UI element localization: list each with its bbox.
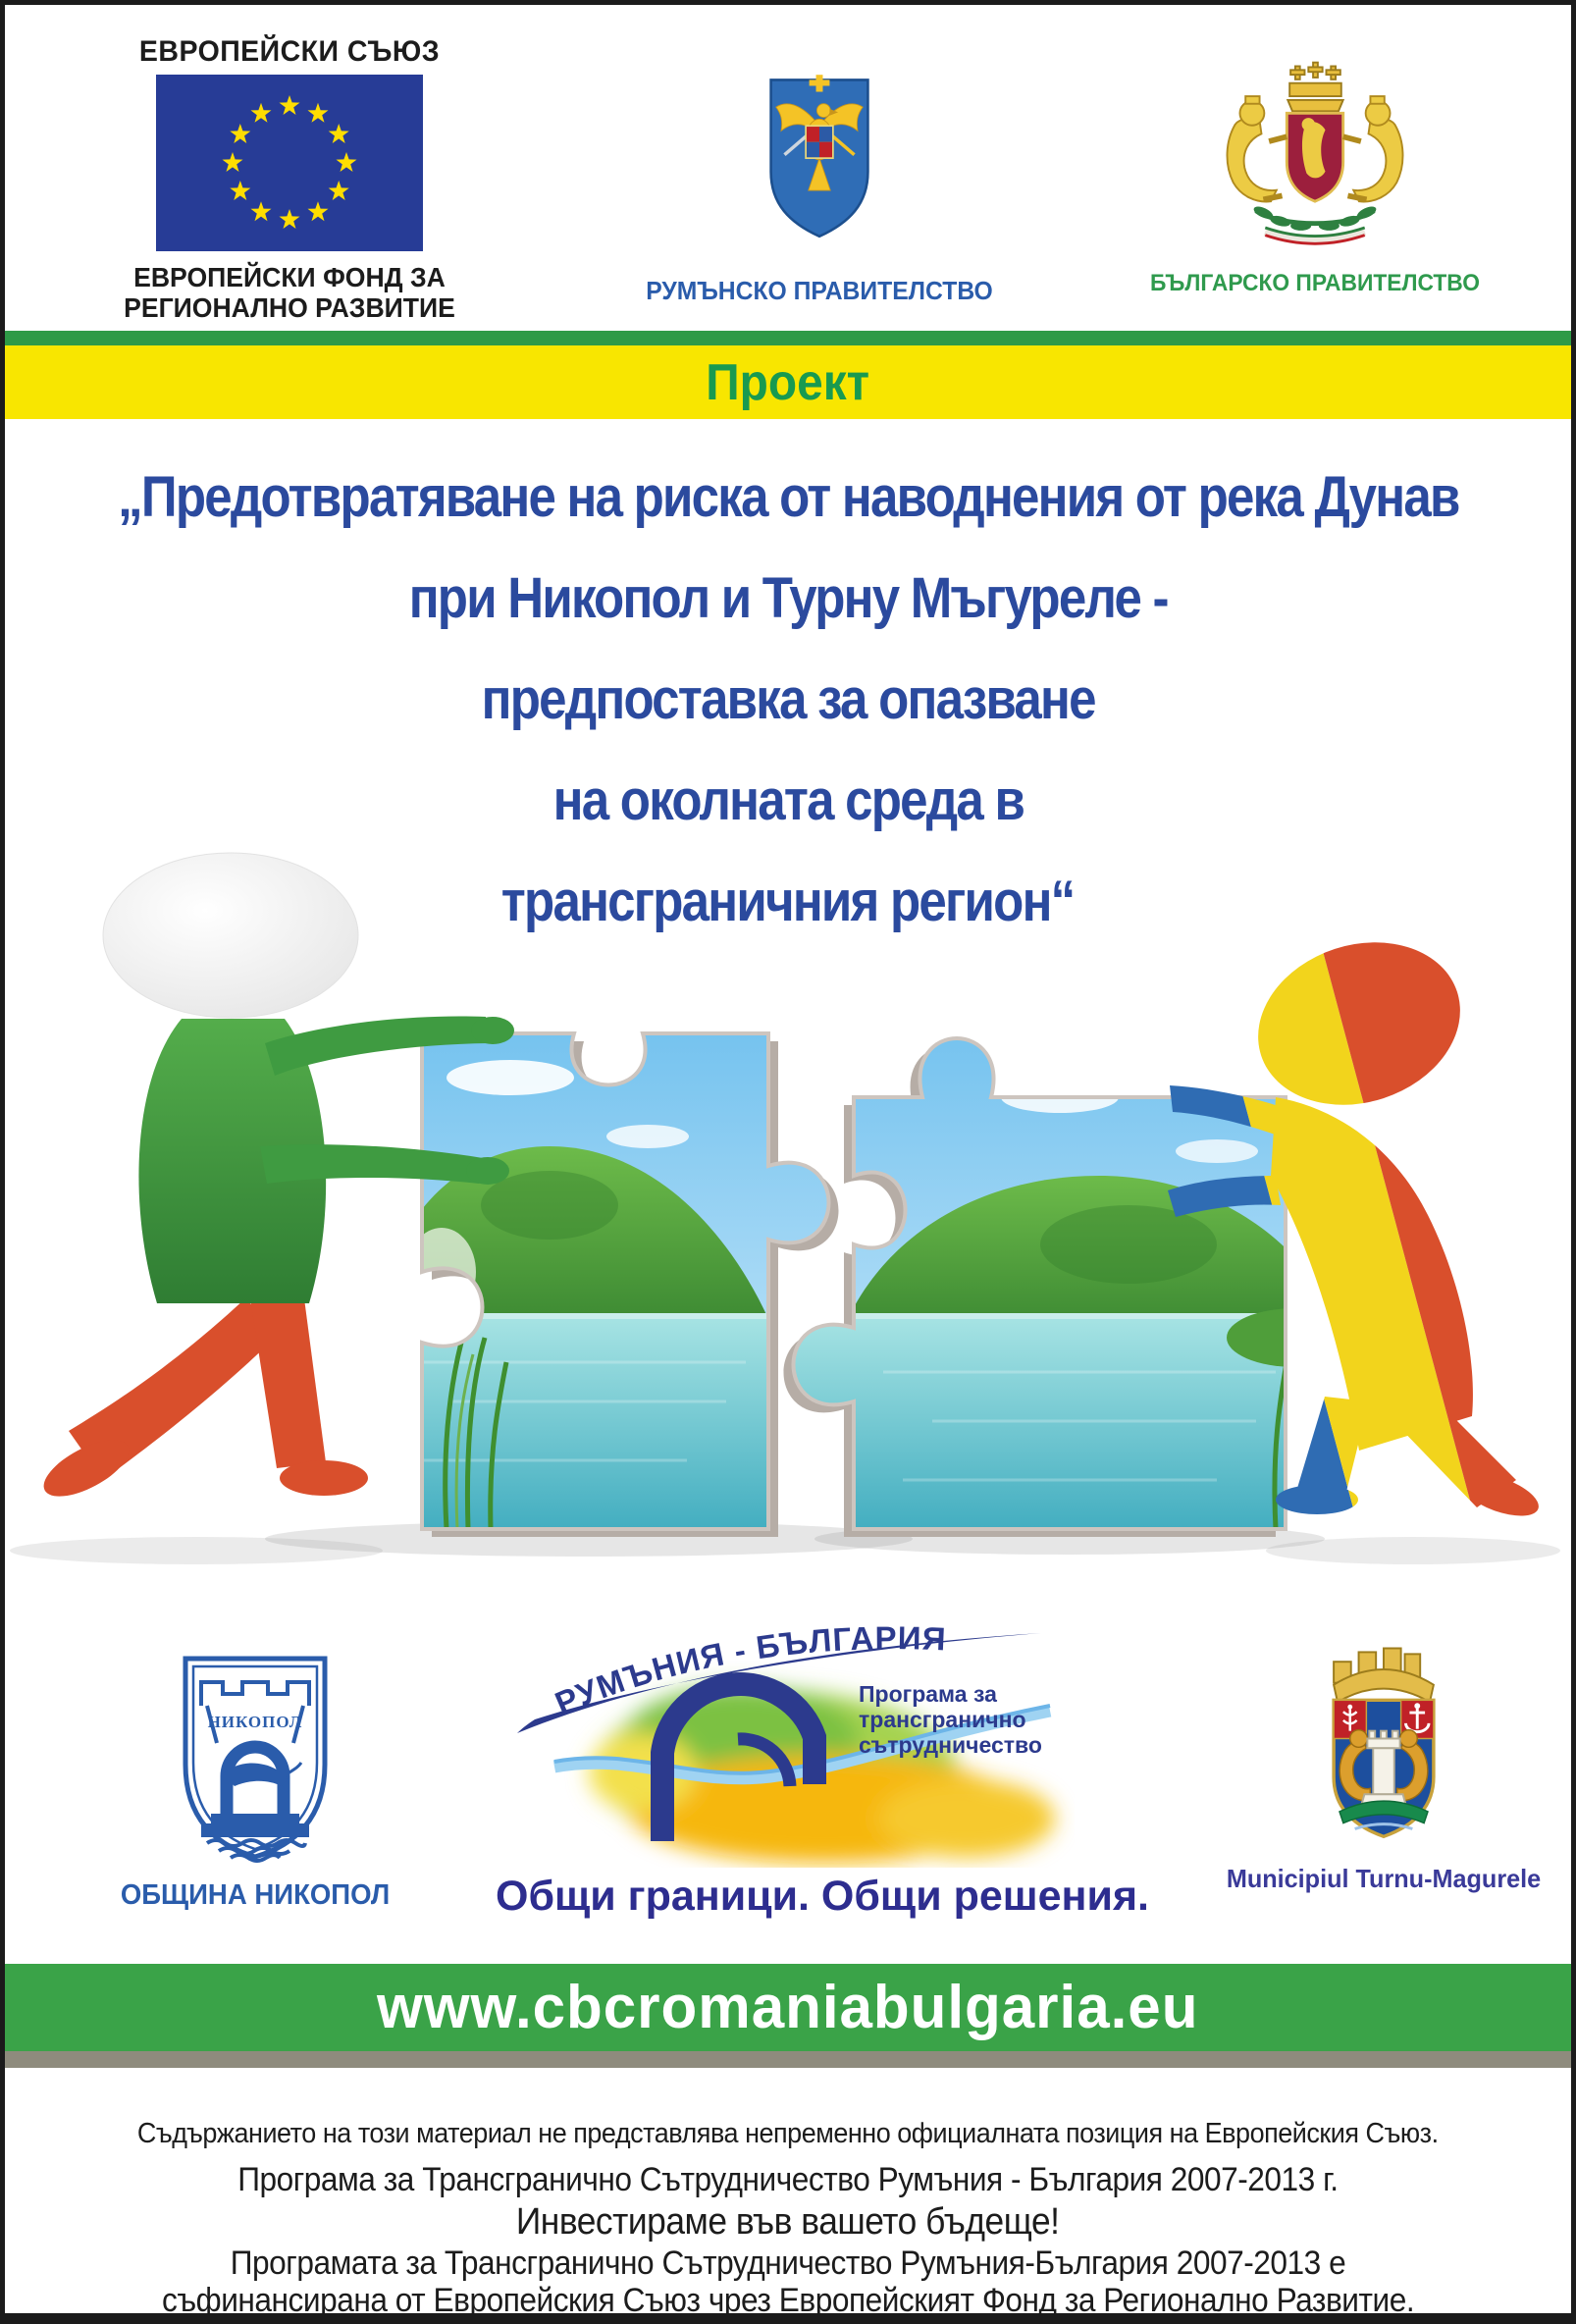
bulgarian-coat-of-arms-icon bbox=[1207, 51, 1423, 253]
program-subtitle-line3: сътрудничество bbox=[859, 1732, 1042, 1758]
footer-disclaimer: Съдържанието на този материал не представлява непременно официалната позиция на Европейския Съюз. bbox=[137, 2118, 1439, 2149]
footer-cofinance-line2: съфинансирана от Европейския Съюз чрез Европейският Фонд за Регионално Развитие. bbox=[161, 2282, 1415, 2320]
cbc-program-logo-block bbox=[496, 1617, 1149, 1921]
romanian-government-block bbox=[633, 63, 1006, 306]
eu-logo-block bbox=[79, 35, 500, 324]
romanian-coat-of-arms-icon bbox=[756, 63, 883, 255]
program-arc-label: РУМЪНИЯ - БЪЛГАРИЯ bbox=[550, 1619, 948, 1722]
title-line-4: на околната среда в bbox=[552, 768, 1024, 832]
nikopol-emblem-icon bbox=[172, 1649, 339, 1865]
website-url: www.cbcromaniabulgaria.eu bbox=[377, 1974, 1199, 2041]
bulgarian-government-block bbox=[1114, 51, 1516, 297]
title-line-5: трансграничния регион“ bbox=[501, 870, 1075, 933]
program-slogan: Общи граници. Общи решения. bbox=[496, 1873, 1149, 1920]
romanian-government-label: РУМЪНСКО ПРАВИТЕЛСТВО bbox=[646, 276, 993, 305]
cbc-program-logo-icon bbox=[496, 1617, 1075, 1868]
title-line-1: „Предотвратяване на риска от наводнения от река Дунав bbox=[117, 465, 1459, 529]
turnu-magurele-coat-of-arms-icon bbox=[1295, 1625, 1472, 1851]
eu-union-label: ЕВРОПЕЙСКИ СЪЮЗ bbox=[138, 35, 441, 68]
project-banner-label: Проект bbox=[706, 353, 870, 411]
footer-invest-line: Инвестираме във вашето бъдеще! bbox=[516, 2200, 1060, 2243]
nikopol-label: ОБЩИНА НИКОПОЛ bbox=[120, 1879, 391, 1911]
turnu-magurele-label: Municipiul Turnu-Magurele bbox=[1226, 1864, 1542, 1893]
nikopol-emblem-text: НИКОПОЛ bbox=[207, 1713, 303, 1731]
eu-flag-icon bbox=[156, 75, 423, 251]
bulgarian-government-label: БЪЛГАРСКО ПРАВИТЕЛСТВО bbox=[1150, 270, 1480, 296]
gray-divider-strip bbox=[0, 2051, 1576, 2068]
title-line-2: при Никопол и Турну Мъгуреле - bbox=[408, 566, 1168, 630]
footer bbox=[0, 2088, 1576, 2319]
partner-logos-row bbox=[0, 1610, 1576, 1973]
green-divider-strip bbox=[0, 331, 1576, 345]
turnu-magurele-block bbox=[1202, 1625, 1565, 1894]
eu-fund-line2: РЕГИОНАЛНО РАЗВИТИЕ bbox=[124, 292, 455, 324]
program-subtitle-line1: Програма за bbox=[859, 1681, 997, 1707]
project-title bbox=[0, 447, 1576, 952]
title-line-3: предпоставка за опазване bbox=[481, 667, 1095, 731]
nikopol-block bbox=[93, 1649, 417, 1912]
program-subtitle-line2: трансгранично bbox=[859, 1707, 1026, 1732]
footer-cofinance-line1: Програмата за Трансгранично Сътрудничество Румъния-България 2007-2013 е bbox=[230, 2245, 1346, 2283]
footer-program-line: Програма за Трансгранично Сътрудничество Румъния - България 2007-2013 г. bbox=[237, 2161, 1339, 2199]
website-bar bbox=[0, 1964, 1576, 2051]
eu-fund-line1: ЕВРОПЕЙСКИ ФОНД ЗА bbox=[133, 262, 446, 292]
project-banner bbox=[0, 345, 1576, 419]
puzzle-figures-illustration bbox=[0, 852, 1576, 1617]
